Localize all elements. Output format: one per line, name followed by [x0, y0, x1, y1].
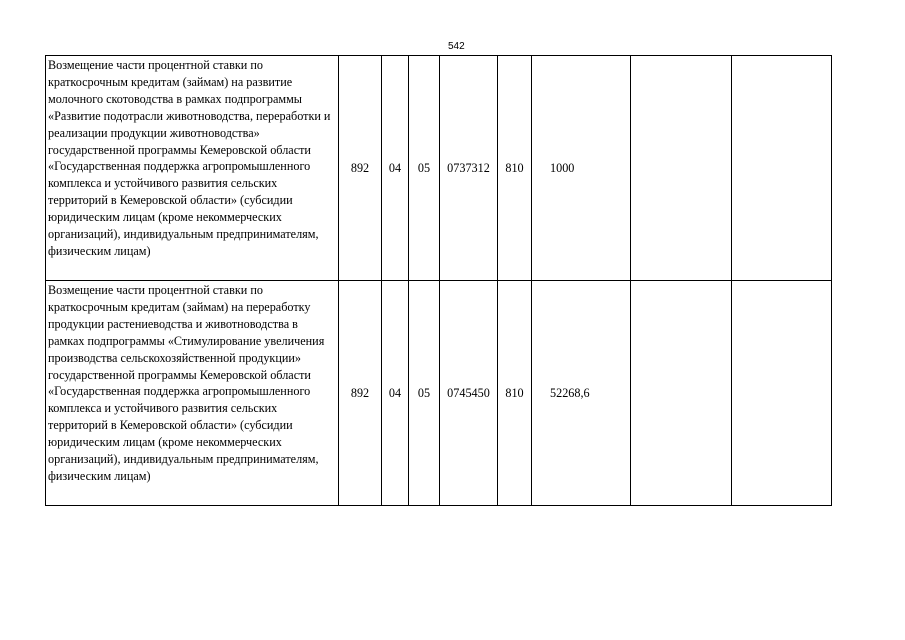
ministry-code: 892: [339, 56, 382, 281]
row-description: Возмещение части процентной ставки по краткосрочным кредитам (займам) на развитие молочного скотоводства в рамках подпрограммы «Развитие подотрасли животноводства, переработки и реализации продукции животноводства» государственной программы Кемеровской области «Государственная поддержка агропромышленного комплекса и устойчивого развития сельских территорий в Кемеровской области» (субсидии юридическим лицам (кроме некоммерческих организаций), индивидуальным предпринимателям, физическим лицам): [46, 56, 339, 281]
table-row: [46, 56, 832, 281]
table-row: [46, 281, 832, 506]
section-code: 04: [382, 56, 409, 281]
empty-cell: [732, 281, 832, 506]
page-number: 542: [448, 41, 465, 52]
ministry-code: 892: [339, 281, 382, 506]
empty-cell: [631, 56, 732, 281]
expense-type-code: 810: [498, 281, 532, 506]
target-article-code: 0737312: [440, 56, 498, 281]
section-code: 04: [382, 281, 409, 506]
row-description: Возмещение части процентной ставки по краткосрочным кредитам (займам) на переработку продукции растениеводства и животноводства в рамках подпрограммы «Стимулирование увеличения производства сельскохозяйственной продукции» государственной программы Кемеровской области «Государственная поддержка агропромышленного комплекса и устойчивого развития сельских территорий в Кемеровской области» (субсидии юридическим лицам (кроме некоммерческих организаций), индивидуальным предпринимателям, физическим лицам): [46, 281, 339, 506]
empty-cell: [631, 281, 732, 506]
target-article-code: 0745450: [440, 281, 498, 506]
amount-cell: 52268,6: [532, 281, 631, 506]
subsection-code: 05: [409, 56, 440, 281]
empty-cell: [732, 56, 832, 281]
expense-type-code: 810: [498, 56, 532, 281]
subsection-code: 05: [409, 281, 440, 506]
amount-cell: 1000: [532, 56, 631, 281]
budget-table: [45, 55, 832, 506]
